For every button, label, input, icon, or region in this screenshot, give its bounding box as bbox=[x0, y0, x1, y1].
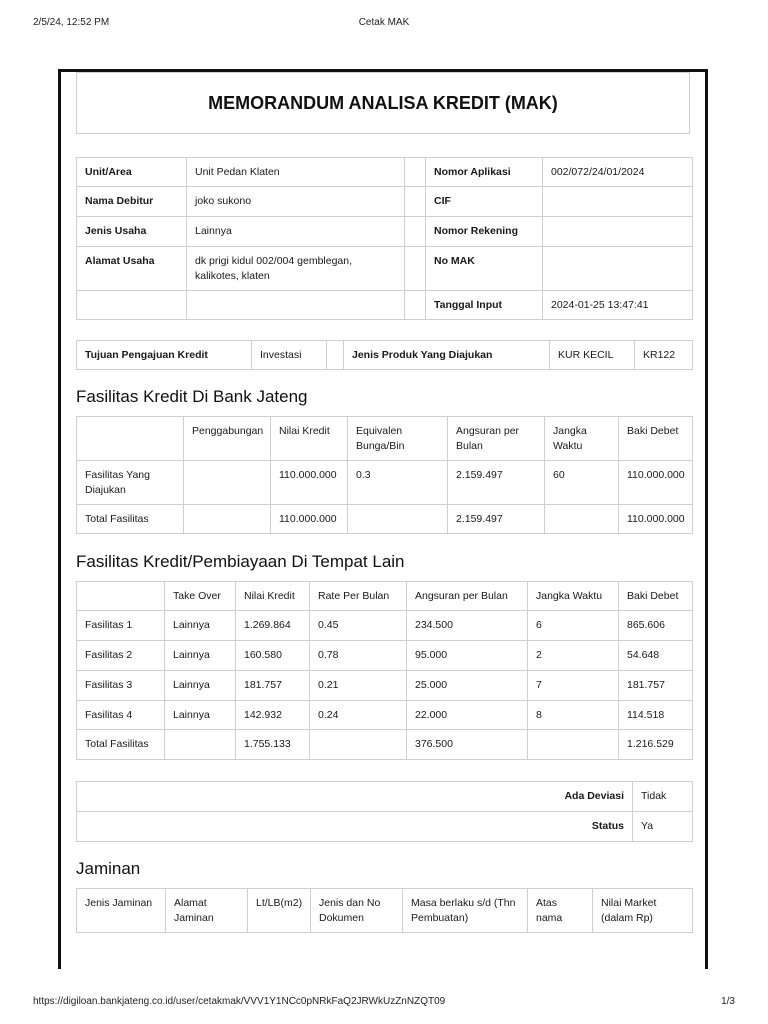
cell-rate: 0.45 bbox=[310, 611, 407, 641]
cif-label: CIF bbox=[426, 187, 543, 217]
cell-equivalen: 0.3 bbox=[348, 461, 448, 505]
header-alamat-jaminan bbox=[166, 889, 248, 933]
cell-jangka bbox=[545, 505, 619, 534]
info-row bbox=[77, 187, 693, 217]
cell-baki-debet: 110.000.000 bbox=[619, 461, 693, 505]
print-datetime: 2/5/24, 12:52 PM bbox=[33, 17, 110, 28]
jenis-usaha-label: Jenis Usaha bbox=[77, 217, 187, 247]
tujuan-label: Tujuan Pengajuan Kredit bbox=[77, 341, 252, 370]
header-equivalen bbox=[348, 417, 448, 461]
header-cell bbox=[77, 417, 184, 461]
header-line: Nilai Market bbox=[601, 897, 657, 909]
spacer-cell bbox=[405, 217, 426, 247]
header-line: Waktu bbox=[553, 440, 583, 452]
cell-jangka: 8 bbox=[528, 701, 619, 730]
header-penggabungan: Penggabungan bbox=[184, 417, 271, 461]
table-row bbox=[77, 671, 693, 701]
header-line: Angsuran per bbox=[456, 425, 520, 437]
tujuan-row bbox=[77, 341, 693, 370]
cell-angsuran: 25.000 bbox=[407, 671, 528, 701]
cell-take-over: Lainnya bbox=[165, 641, 236, 671]
status-value: Ya bbox=[633, 812, 693, 842]
info-row bbox=[77, 217, 693, 247]
info-table bbox=[76, 157, 693, 320]
header-line: Masa berlaku s/d (Thn bbox=[411, 897, 516, 909]
cell-jangka: 6 bbox=[528, 611, 619, 641]
cif-value bbox=[543, 187, 693, 217]
info-row bbox=[77, 291, 693, 320]
header-jangka bbox=[545, 417, 619, 461]
tujuan-value: Investasi bbox=[252, 341, 327, 370]
document-sheet bbox=[58, 69, 708, 969]
empty-cell bbox=[187, 291, 405, 320]
row-label: Fasilitas 2 bbox=[77, 641, 165, 671]
unit-area-value: Unit Pedan Klaten bbox=[187, 158, 405, 187]
header-line: Dokumen bbox=[319, 912, 364, 924]
header-baki-debet: Baki Debet bbox=[619, 582, 693, 611]
ada-deviasi-label: Ada Deviasi bbox=[77, 782, 633, 812]
empty-cell bbox=[77, 291, 187, 320]
alamat-usaha-value bbox=[187, 247, 405, 291]
status-label: Status bbox=[77, 812, 633, 842]
spacer-cell bbox=[405, 291, 426, 320]
alamat-usaha-label: Alamat Usaha bbox=[77, 247, 187, 291]
print-url: https://digiloan.bankjateng.co.id/user/cetakmak/VVV1Y1NCc0pNRkFaQ2JRWkUzZnNZQT09 bbox=[33, 996, 446, 1007]
row-label: Fasilitas 4 bbox=[77, 701, 165, 730]
deviasi-row bbox=[77, 782, 693, 812]
cell-baki-debet: 1.216.529 bbox=[619, 730, 693, 760]
jenis-usaha-value: Lainnya bbox=[187, 217, 405, 247]
header-jangka: Jangka Waktu bbox=[528, 582, 619, 611]
section-title-fasilitas-lain: Fasilitas Kredit/Pembiayaan Di Tempat Lain bbox=[76, 552, 405, 571]
row-label bbox=[77, 461, 184, 505]
spacer-cell bbox=[405, 158, 426, 187]
cell-penggabungan bbox=[184, 505, 271, 534]
spacer-cell bbox=[405, 187, 426, 217]
tujuan-table bbox=[76, 340, 693, 370]
header-cell bbox=[77, 582, 165, 611]
header-line: Jenis dan No bbox=[319, 897, 381, 909]
header-lt-lb: Lt/LB(m2) bbox=[248, 889, 311, 933]
row-label: Total Fasilitas bbox=[77, 730, 165, 760]
cell-nilai-kredit: 1.755.133 bbox=[236, 730, 310, 760]
fasilitas-lain-table bbox=[76, 581, 693, 760]
document-title: MEMORANDUM ANALISA KREDIT (MAK) bbox=[208, 92, 558, 113]
nomor-aplikasi-value: 002/072/24/01/2024 bbox=[543, 158, 693, 187]
cell-baki-debet: 865.606 bbox=[619, 611, 693, 641]
no-mak-label: No MAK bbox=[426, 247, 543, 291]
table-row bbox=[77, 461, 693, 505]
header-take-over: Take Over bbox=[165, 582, 236, 611]
cell-penggabungan bbox=[184, 461, 271, 505]
produk-code: KR122 bbox=[635, 341, 693, 370]
header-rate: Rate Per Bulan bbox=[310, 582, 407, 611]
nomor-rekening-value bbox=[543, 217, 693, 247]
header-baki-debet: Baki Debet bbox=[619, 417, 693, 461]
header-line: Pembuatan) bbox=[411, 912, 469, 924]
header-line: Jaminan bbox=[174, 912, 214, 924]
header-line: nama bbox=[536, 912, 563, 924]
header-line: Atas bbox=[536, 897, 558, 909]
section-title-jaminan: Jaminan bbox=[76, 859, 141, 878]
nama-debitur-label: Nama Debitur bbox=[77, 187, 187, 217]
document-title-box bbox=[76, 72, 690, 134]
cell-take-over: Lainnya bbox=[165, 611, 236, 641]
cell-take-over: Lainnya bbox=[165, 701, 236, 730]
row-label: Total Fasilitas bbox=[77, 505, 184, 534]
cell-jangka: 60 bbox=[545, 461, 619, 505]
fasilitas-bank-table bbox=[76, 416, 693, 534]
cell-nilai-kredit: 160.580 bbox=[236, 641, 310, 671]
row-label: Fasilitas 3 bbox=[77, 671, 165, 701]
header-line: Alamat bbox=[174, 897, 207, 909]
header-line: (dalam Rp) bbox=[601, 912, 653, 924]
cell-rate: 0.21 bbox=[310, 671, 407, 701]
print-page-number: 1/3 bbox=[721, 996, 735, 1007]
jaminan-table bbox=[76, 888, 693, 933]
ada-deviasi-value: Tidak bbox=[633, 782, 693, 812]
alamat-usaha-line: kalikotes, klaten bbox=[195, 270, 270, 282]
tanggal-input-value: 2024-01-25 13:47:41 bbox=[543, 291, 693, 320]
unit-area-label: Unit/Area bbox=[77, 158, 187, 187]
header-dokumen bbox=[311, 889, 403, 933]
nomor-rekening-label: Nomor Rekening bbox=[426, 217, 543, 247]
spacer-cell bbox=[405, 247, 426, 291]
row-label: Fasilitas 1 bbox=[77, 611, 165, 641]
alamat-usaha-line: dk prigi kidul 002/004 gemblegan, bbox=[195, 255, 353, 267]
table-header-row bbox=[77, 889, 693, 933]
cell-angsuran: 95.000 bbox=[407, 641, 528, 671]
table-header-row bbox=[77, 417, 693, 461]
section-title-fasilitas-bank: Fasilitas Kredit Di Bank Jateng bbox=[76, 387, 308, 406]
cell-nilai-kredit: 1.269.864 bbox=[236, 611, 310, 641]
header-angsuran: Angsuran per Bulan bbox=[407, 582, 528, 611]
produk-value: KUR KECIL bbox=[550, 341, 635, 370]
cell-angsuran: 2.159.497 bbox=[448, 505, 545, 534]
header-masa-berlaku bbox=[403, 889, 528, 933]
cell-nilai-kredit: 110.000.000 bbox=[271, 461, 348, 505]
header-line: Equivalen bbox=[356, 425, 403, 437]
nama-debitur-value: joko sukono bbox=[187, 187, 405, 217]
cell-jangka bbox=[528, 730, 619, 760]
cell-baki-debet: 54.648 bbox=[619, 641, 693, 671]
nomor-aplikasi-label: Nomor Aplikasi bbox=[426, 158, 543, 187]
tanggal-input-label: Tanggal Input bbox=[426, 291, 543, 320]
deviasi-table bbox=[76, 781, 693, 842]
cell-angsuran: 376.500 bbox=[407, 730, 528, 760]
deviasi-row bbox=[77, 812, 693, 842]
no-mak-value bbox=[543, 247, 693, 291]
cell-take-over bbox=[165, 730, 236, 760]
info-row bbox=[77, 158, 693, 187]
cell-rate: 0.78 bbox=[310, 641, 407, 671]
produk-label: Jenis Produk Yang Diajukan bbox=[344, 341, 550, 370]
row-label-line: Diajukan bbox=[85, 484, 126, 496]
header-angsuran bbox=[448, 417, 545, 461]
table-header-row bbox=[77, 582, 693, 611]
print-header bbox=[33, 17, 735, 31]
cell-rate bbox=[310, 730, 407, 760]
table-row bbox=[77, 611, 693, 641]
cell-angsuran: 2.159.497 bbox=[448, 461, 545, 505]
cell-nilai-kredit: 181.757 bbox=[236, 671, 310, 701]
header-line: Jangka bbox=[553, 425, 587, 437]
cell-jangka: 7 bbox=[528, 671, 619, 701]
header-nilai-kredit: Nilai Kredit bbox=[271, 417, 348, 461]
cell-baki-debet: 181.757 bbox=[619, 671, 693, 701]
print-footer bbox=[33, 996, 735, 1010]
cell-rate: 0.24 bbox=[310, 701, 407, 730]
cell-baki-debet: 114.518 bbox=[619, 701, 693, 730]
cell-angsuran: 234.500 bbox=[407, 611, 528, 641]
header-nilai-kredit: Nilai Kredit bbox=[236, 582, 310, 611]
cell-nilai-kredit: 110.000.000 bbox=[271, 505, 348, 534]
document-body bbox=[76, 72, 690, 933]
cell-baki-debet: 110.000.000 bbox=[619, 505, 693, 534]
print-page-title: Cetak MAK bbox=[358, 17, 410, 28]
header-line: Bulan bbox=[456, 440, 483, 452]
header-nilai-market bbox=[593, 889, 693, 933]
cell-jangka: 2 bbox=[528, 641, 619, 671]
cell-equivalen bbox=[348, 505, 448, 534]
row-label-line: Fasilitas Yang bbox=[85, 469, 150, 481]
table-row bbox=[77, 730, 693, 760]
header-atas-nama bbox=[528, 889, 593, 933]
cell-take-over: Lainnya bbox=[165, 671, 236, 701]
header-jenis-jaminan: Jenis Jaminan bbox=[77, 889, 166, 933]
info-row bbox=[77, 247, 693, 291]
table-row bbox=[77, 505, 693, 534]
table-row bbox=[77, 701, 693, 730]
cell-angsuran: 22.000 bbox=[407, 701, 528, 730]
header-line: Bunga/Bin bbox=[356, 440, 405, 452]
table-row bbox=[77, 641, 693, 671]
spacer-cell bbox=[327, 341, 344, 370]
cell-nilai-kredit: 142.932 bbox=[236, 701, 310, 730]
